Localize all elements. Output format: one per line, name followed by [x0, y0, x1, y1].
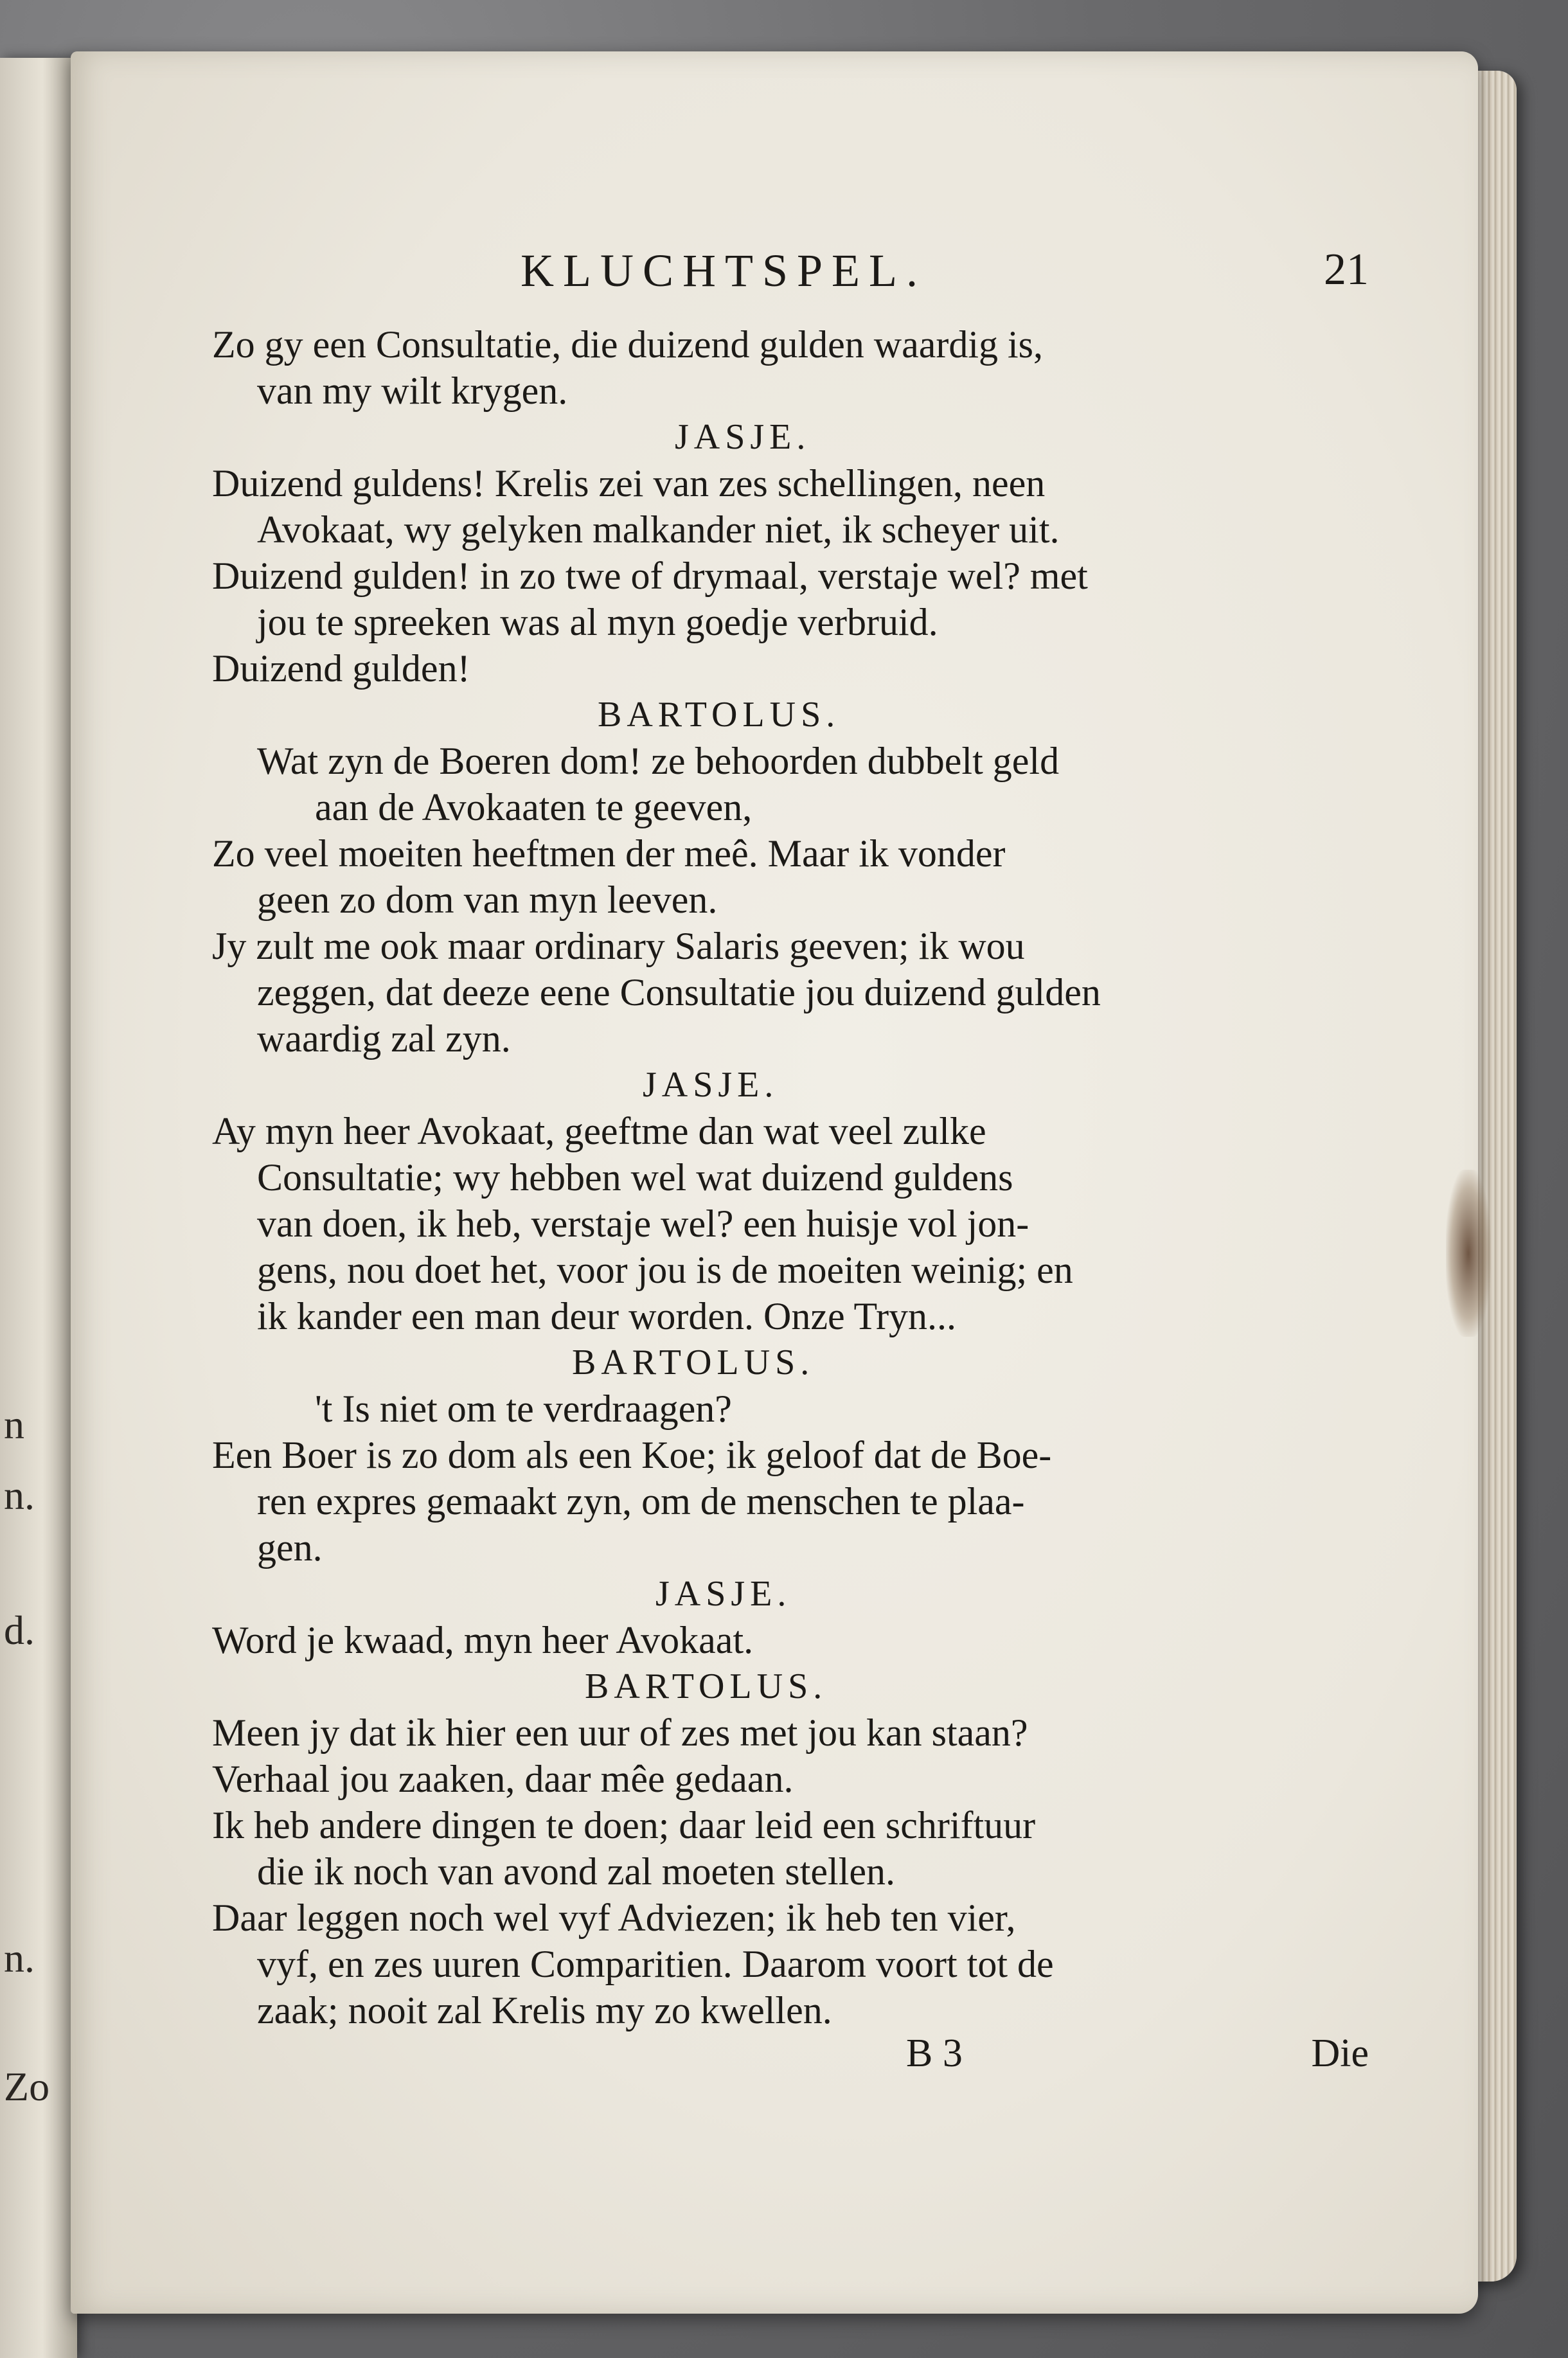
text-line: gens, nou doet het, voor jou is de moeiten weinig; en — [257, 1249, 1073, 1291]
speaker-name: BARTOLUS. — [598, 695, 841, 735]
text-line: Een Boer is zo dom als een Koe; ik geloof dat de Boe- — [212, 1434, 1052, 1476]
text-line: van my wilt krygen. — [257, 370, 568, 412]
text-line: aan de Avokaaten te geeven, — [315, 786, 753, 828]
text-line: Duizend gulden! in zo twe of drymaal, verstaje wel? met — [212, 555, 1088, 597]
text-line: geen zo dom van myn leeven. — [257, 879, 718, 921]
page-footer — [212, 2031, 1369, 2082]
text-line: Duizend guldens! Krelis zei van zes schellingen, neen — [212, 462, 1046, 505]
speaker-name: JASJE. — [643, 1065, 779, 1105]
text-line: Zo gy een Consultatie, die duizend gulden waardig is, — [212, 323, 1044, 366]
speaker-name: JASJE. — [655, 1574, 792, 1614]
text-line: Ik heb andere dingen te doen; daar leid een schriftuur — [212, 1804, 1036, 1846]
text-line: Daar leggen noch wel vyf Adviezen; ik heb ten vier, — [212, 1897, 1016, 1939]
text-line: Verhaal jou zaaken, daar mêe gedaan. — [212, 1758, 794, 1800]
text-line: jou te spreeken was al myn goedje verbruid. — [257, 601, 938, 643]
text-line: die ik noch van avond zal moeten stellen. — [257, 1850, 896, 1893]
running-title: KLUCHTSPEL. — [521, 245, 927, 296]
page-number: 21 — [1324, 245, 1369, 294]
speaker-name: BARTOLUS. — [585, 1666, 828, 1706]
speaker-name: JASJE. — [675, 417, 811, 457]
signature-mark: B 3 — [906, 2032, 963, 2075]
text-line: zeggen, dat deeze eene Consultatie jou duizend gulden — [257, 971, 1101, 1014]
text-line: Jy zult me ook maar ordinary Salaris geeven; ik wou — [212, 925, 1025, 967]
text-line: Consultatie; wy hebben wel wat duizend guldens — [257, 1156, 1013, 1199]
text-line: zaak; nooit zal Krelis my zo kwellen. — [257, 1989, 832, 2032]
text-line: van doen, ik heb, verstaje wel? een huisje vol jon- — [257, 1202, 1029, 1245]
left-page-fragment: n — [4, 1402, 24, 1447]
speaker-name: BARTOLUS. — [572, 1343, 815, 1382]
left-page-fragment: n. — [4, 1935, 35, 1981]
text-line: ren expres gemaakt zyn, om de menschen te plaa- — [257, 1480, 1025, 1523]
catchword: Die — [1311, 2032, 1369, 2075]
text-line: vyf, en zes uuren Comparitien. Daarom voort tot de — [257, 1943, 1054, 1985]
text-line: ik kander een man deur worden. Onze Tryn... — [257, 1295, 957, 1337]
left-page-fragment: n. — [4, 1472, 35, 1518]
text-line: Zo veel moeiten heeftmen der meê. Maar ik vonder — [212, 832, 1006, 875]
text-line: Avokaat, wy gelyken malkander niet, ik scheyer uit. — [257, 508, 1060, 551]
page-stain — [1446, 1170, 1491, 1337]
book-page — [71, 51, 1478, 2314]
left-page-fragment: d. — [4, 1607, 35, 1653]
text-line: Wat zyn de Boeren dom! ze behoorden dubbelt geld — [257, 740, 1060, 782]
play-text — [212, 321, 1369, 2033]
text-line: gen. — [257, 1526, 323, 1569]
text-line: Ay myn heer Avokaat, geeftme dan wat veel zulke — [212, 1110, 986, 1152]
text-line: Meen jy dat ik hier een uur of zes met jou kan staan? — [212, 1711, 1028, 1754]
text-line: 't Is niet om te verdraagen? — [315, 1388, 732, 1430]
left-page-edge — [0, 58, 77, 2358]
text-line: Word je kwaad, myn heer Avokaat. — [212, 1619, 754, 1661]
text-line: waardig zal zyn. — [257, 1017, 511, 1060]
text-line: Duizend gulden! — [212, 647, 470, 690]
left-page-fragment: Zo — [4, 2064, 50, 2109]
running-head — [212, 244, 1369, 302]
